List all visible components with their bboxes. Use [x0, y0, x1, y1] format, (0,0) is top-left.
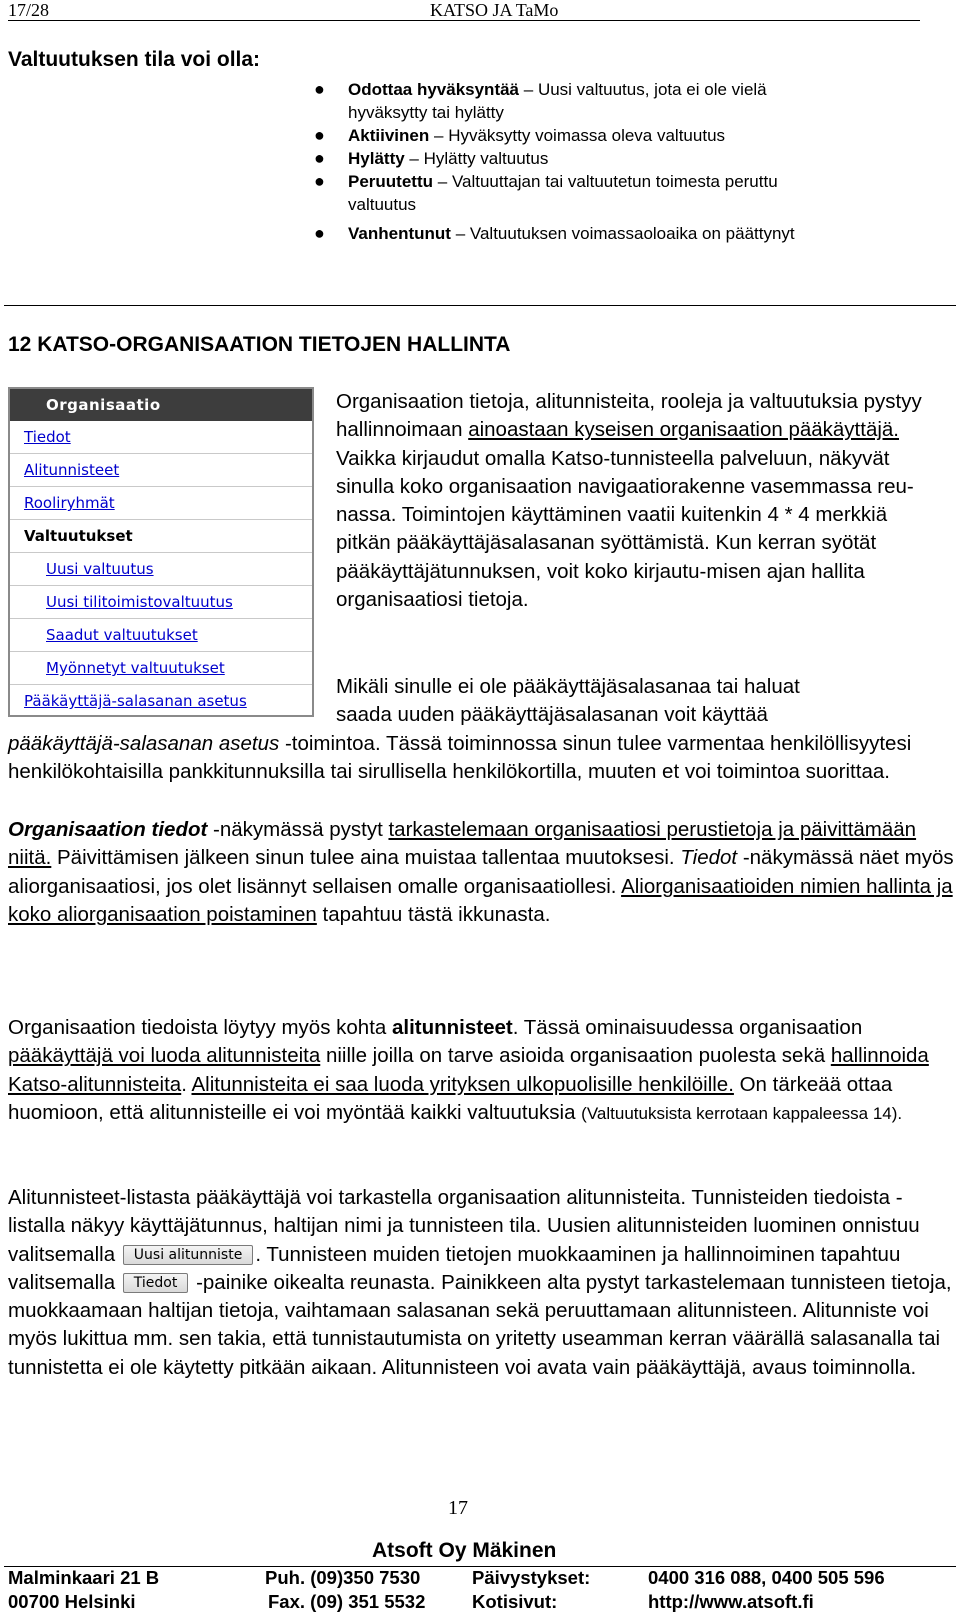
page-header — [8, 0, 920, 21]
text-run: Alitunnisteet-listasta pääkäyttäjä voi tarkastella organisaation alitunnisteita. Tunnisteiden tiedoista -listalla näkyy käyttäjätunnus, haltijan nimi ja tunnisteen tila. Uusien alitunnisteiden luominen onnistuu valitsemalla — [8, 1186, 920, 1266]
bold-term: alitunnisteet — [392, 1016, 513, 1039]
text-run: tapahtuu tästä ikkunasta. — [316, 902, 551, 926]
dash: – — [433, 126, 444, 145]
status-desc-cont: hyväksytty tai hylätty — [348, 103, 504, 122]
text-run: -toimintoa. Tässä toiminnossa sinun tulee varmentaa henkilöllisyytesi henkilökohtaisilla pankkitunnuksilla tai sirullisella henkilökortilla, muuten et voi toimintoa suorittaa. — [8, 731, 912, 783]
underlined-text: Aliorganisaatioiden nimien hallinta ja koko aliorganisaation poistaminen — [8, 874, 953, 926]
password-paragraph — [8, 673, 948, 786]
fax-number: Fax. (09) 351 5532 — [268, 1591, 426, 1612]
text-run: Päivittämisen jälkeen sinun tulee aina muistaa tallentaa muutoksesi. — [51, 846, 681, 870]
underlined-text: pääkäyttäjä voi luoda alitunnisteita — [8, 1044, 321, 1068]
status-list — [0, 78, 900, 245]
text-run: -näkymässä näet myös aliorganisaatiosi, jos olet lisännyt sellaisen omalle organisaatiollesi. — [8, 846, 954, 898]
nav-item-myonnetyt-valtuutukset[interactable]: Myönnetyt valtuutukset — [10, 652, 312, 685]
status-desc: Valtuutuksen voimassaoloaika on päättynyt — [469, 224, 795, 243]
nav-item-alitunnisteet[interactable]: Alitunnisteet — [10, 454, 312, 487]
text-run: niille joilla on tarve asioida organisaation puolesta sekä — [320, 1044, 831, 1068]
underlined-text: ainoastaan kyseisen organisaation pääkäyttäjä. — [468, 418, 899, 442]
page-number: 17 — [448, 1497, 468, 1519]
status-item — [0, 222, 900, 245]
status-item — [0, 170, 900, 216]
website-url[interactable]: http://www.atsoft.fi — [648, 1591, 814, 1612]
bullet-icon: ● — [314, 148, 325, 168]
bullet-icon: ● — [314, 171, 325, 191]
italic-term: pääkäyttäjä-salasanan asetus — [8, 731, 280, 755]
duty-label: Päivystykset: — [472, 1567, 591, 1588]
address-line-2: 00700 Helsinki — [8, 1591, 136, 1612]
text-run: Organisaation tiedoista löytyy myös kohta — [8, 1016, 392, 1039]
italic-term: Tiedot — [680, 846, 738, 870]
duty-numbers: 0400 316 088, 0400 505 596 — [648, 1567, 885, 1588]
nav-item-uusi-tilitoimistovaltuutus[interactable]: Uusi tilitoimistovaltuutus — [10, 586, 312, 619]
status-desc: Valtuuttajan tai valtuutetun toimesta peruttu — [451, 172, 778, 191]
underlined-text: Alitunnisteita ei saa luoda yrityksen ulkopuolisille henkilöille. — [191, 1072, 734, 1096]
address-line-1: Malminkaari 21 B — [8, 1567, 160, 1588]
org-info-paragraph — [8, 816, 956, 929]
new-subidentifier-button[interactable]: Uusi alitunniste — [123, 1245, 254, 1265]
phone-number: Puh. (09)350 7530 — [265, 1567, 421, 1588]
nav-item-saadut-valtuutukset[interactable]: Saadut valtuutukset — [10, 619, 312, 652]
dash: – — [523, 80, 534, 99]
status-item — [0, 147, 900, 170]
paragraph-rest — [8, 730, 948, 787]
text-run: On tärkeää ottaa huomioon, että alitunnisteille ei voi myöntää kaikki valtuutuksia — [8, 1072, 893, 1124]
underlined-text: tarkastelemaan organisaatiosi perustietoja ja päivittämään niitä. — [8, 818, 917, 870]
underlined-text: hallinnoida Katso-alitunnisteita — [8, 1044, 929, 1096]
status-term: Vanhentunut — [348, 224, 451, 243]
status-term: Odottaa hyväksyntää — [348, 80, 520, 99]
subidentifiers-paragraph — [8, 1014, 956, 1128]
page-counter: 17/28 — [8, 0, 50, 20]
bullet-icon: ● — [314, 79, 325, 99]
text-run: saada uuden pääkäyttäjäsalasanan voit käyttää — [336, 703, 768, 727]
text-run: . — [181, 1072, 192, 1096]
status-item — [0, 124, 900, 147]
text-run: -näkymässä pystyt — [207, 818, 389, 841]
text-run: . Tunnisteen muiden tietojen muokkaaminen ja hallinnoiminen tapahtuu valitsemalla — [8, 1242, 901, 1294]
nav-panel-header: Organisaatio — [10, 389, 312, 421]
company-name: Atsoft Oy Mäkinen — [372, 1539, 557, 1562]
small-note: (Valtuutuksista kerrotaan kappaleessa 14). — [581, 1103, 903, 1123]
details-button[interactable]: Tiedot — [123, 1273, 189, 1293]
text-run: -painike oikealta reunasta. Painikkeen alta pystyt tarkastelemaan tunnisteen tietoja, muokkaamaan haltijan tietoja, vaihtamaan salasanan sekä peruuttamaan alitunnisteen. Alitunniste voi myös lukittua mm. sen takia, että tunnistautumista on yritetty useamman kerran väärällä salasanalla tai tunnistetta ei ole käytetty pitkään aikaan. Alitunnisteen voi avata vain pääkäyttäjä, avaus toiminnolla. — [8, 1270, 952, 1379]
status-item — [0, 78, 900, 124]
nav-item-paakayttaja-salasana[interactable]: Pääkäyttäjä-salasanan asetus — [24, 692, 247, 710]
section-title: 12 KATSO-ORGANISAATION TIETOJEN HALLINTA — [8, 333, 511, 356]
nav-item-tiedot[interactable]: Tiedot — [10, 421, 312, 454]
nav-item-rooliryhmat[interactable]: Rooliryhmät — [10, 487, 312, 520]
status-term: Aktiivinen — [348, 126, 430, 145]
status-desc-cont: valtuutus — [348, 195, 417, 214]
intro-paragraph — [336, 388, 936, 614]
status-term: Peruutettu — [348, 172, 433, 191]
status-desc: Hylätty valtuutus — [423, 149, 549, 168]
document-title: KATSO JA TaMo — [430, 0, 559, 20]
subidentifier-list-paragraph — [8, 1184, 956, 1382]
website-label: Kotisivut: — [472, 1591, 558, 1612]
text-run: Organisaation tietoja, alitunnisteita, rooleja ja valtuutuksia pystyy hallinnoimaan — [336, 390, 922, 442]
dash: – — [455, 224, 466, 243]
status-desc: Uusi valtuutus, jota ei ole vielä — [537, 80, 767, 99]
section-divider — [4, 305, 956, 306]
nav-group-valtuutukset: Valtuutukset — [10, 520, 312, 553]
text-run: . Tässä ominaisuudessa organisaation — [512, 1016, 863, 1039]
wrapped-lines — [8, 673, 948, 730]
organisation-nav-panel — [8, 387, 314, 717]
text-run: Vaikka kirjaudut omalla Katso-tunnisteella palveluun, näkyvät sinulla koko organisaation navigaatiorakenne vasemmassa reu-nassa. Toimintojen käyttäminen vaatii kuitenkin 4 * 4 merkkiä pitkän pääkäyttäjäsalasanan syöttämistä. Kun kerran syötät pääkäyttäjätunnuksen, voit koko kirjautu-misen ajan hallita organisaatiosi tietoja. — [336, 446, 914, 612]
text-run: Mikäli sinulle ei ole pääkäyttäjäsalasanaa tai haluat — [336, 675, 800, 698]
status-desc: Hyväksytty voimassa oleva valtuutus — [448, 126, 726, 145]
dash: – — [437, 172, 448, 191]
status-heading: Valtuutuksen tila voi olla: — [8, 48, 261, 71]
bullet-icon: ● — [314, 223, 325, 243]
bold-italic-term: Organisaation tiedot — [8, 818, 208, 841]
status-term: Hylätty — [348, 149, 405, 168]
nav-item-uusi-valtuutus[interactable]: Uusi valtuutus — [10, 553, 312, 586]
bullet-icon: ● — [314, 125, 325, 145]
dash: – — [409, 149, 419, 168]
